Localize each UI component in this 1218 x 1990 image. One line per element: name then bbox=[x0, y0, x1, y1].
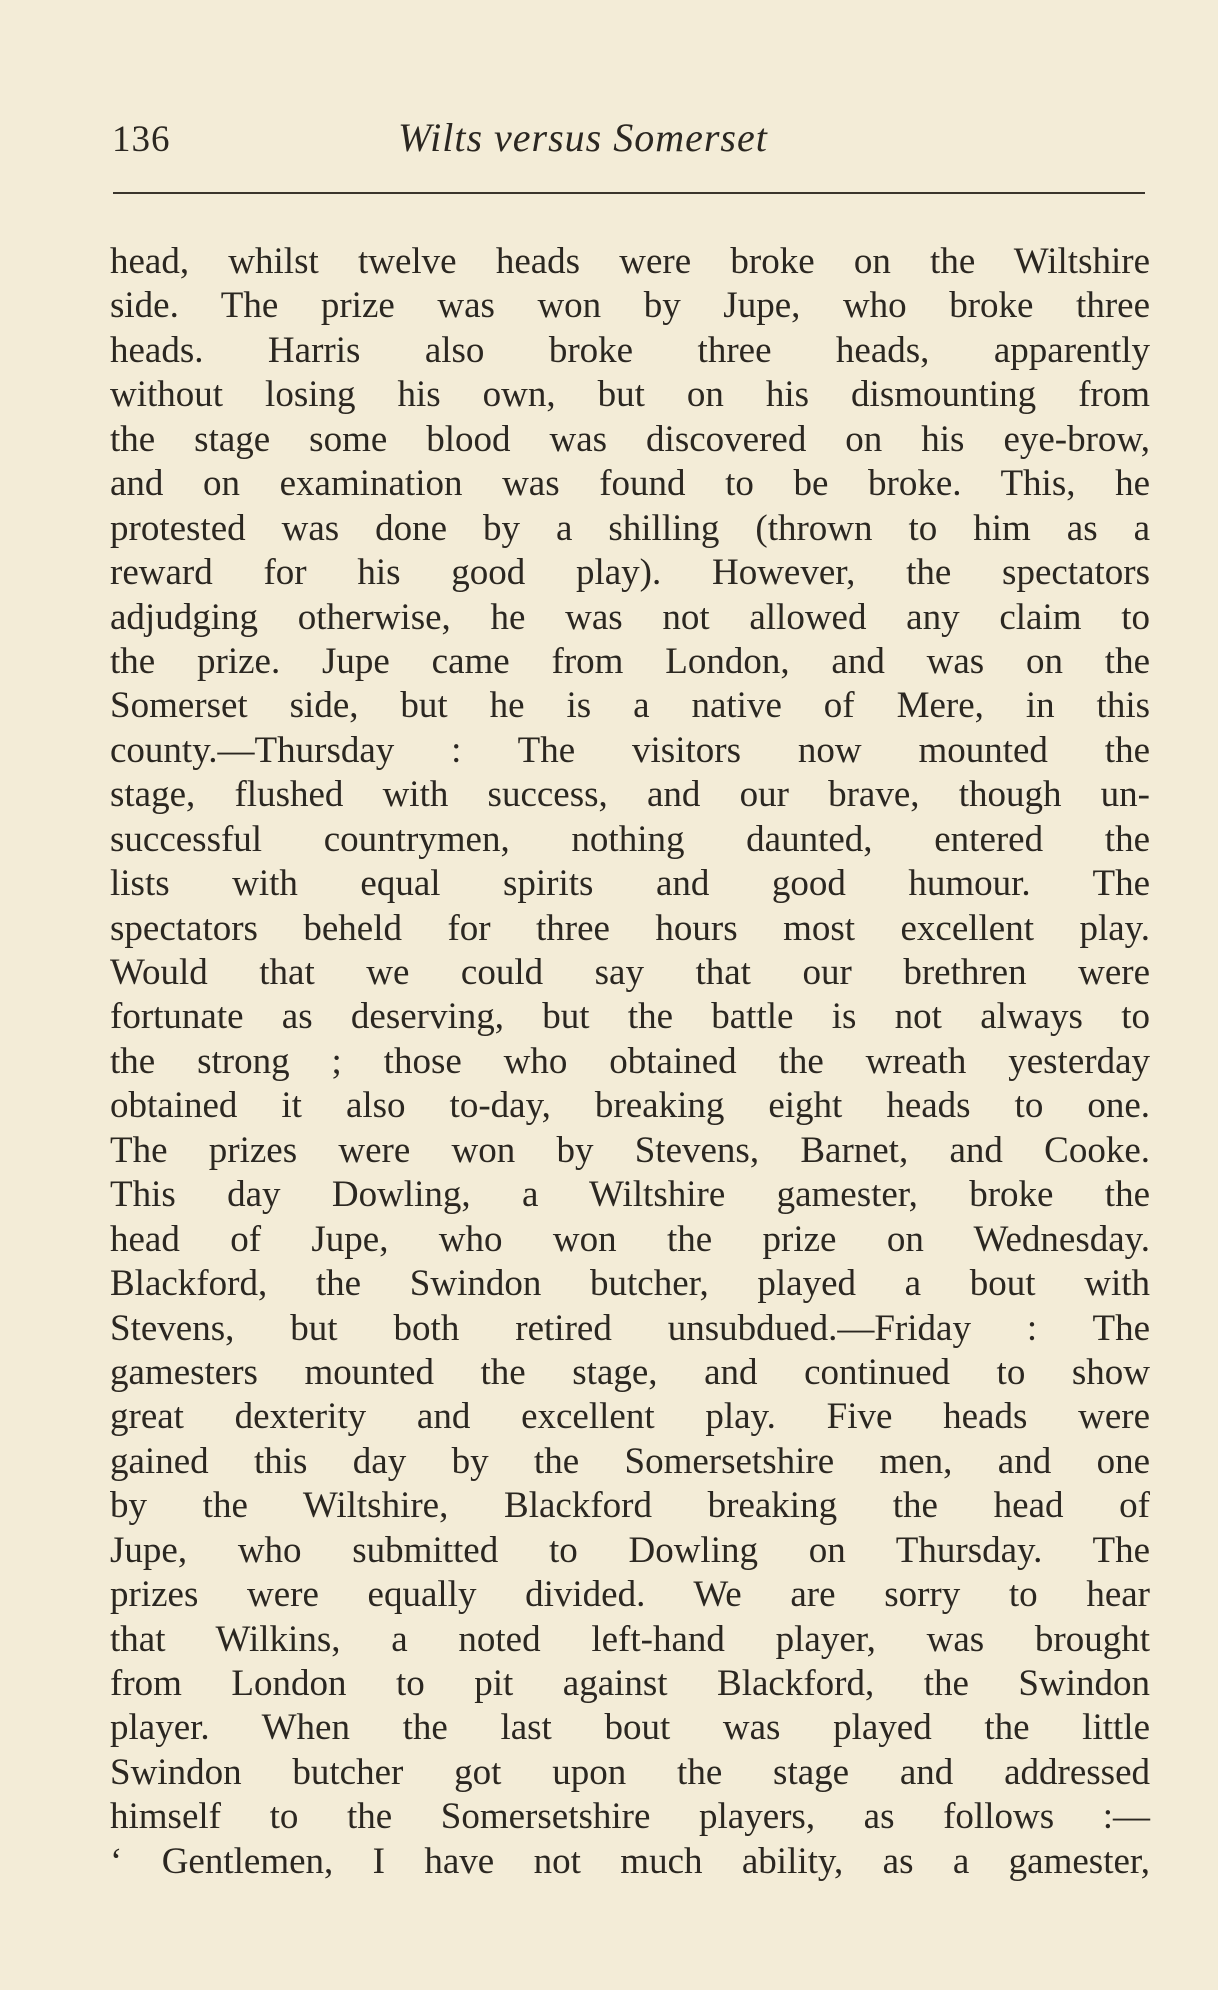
text-line: without losing his own, but on his dismounting from bbox=[110, 374, 1150, 416]
header-rule bbox=[113, 192, 1145, 194]
text-line: fortunate as deserving, but the battle is not always to bbox=[110, 996, 1150, 1038]
text-line: Somerset side, but he is a native of Mere, in this bbox=[110, 685, 1150, 727]
text-line: ‘ Gentlemen, I have not much ability, as a gamester, bbox=[110, 1840, 1150, 1882]
text-line: The prizes were won by Stevens, Barnet, and Cooke. bbox=[110, 1129, 1150, 1171]
text-line: protested was done by a shilling (thrown to him as a bbox=[110, 507, 1150, 549]
text-line: side. The prize was won by Jupe, who broke three bbox=[110, 285, 1150, 327]
text-line: gamesters mounted the stage, and continued to show bbox=[110, 1351, 1150, 1393]
text-line: himself to the Somersetshire players, as follows :— bbox=[110, 1796, 1150, 1838]
text-line: Would that we could say that our brethren were bbox=[110, 952, 1150, 993]
text-line: stage, flushed with success, and our brave, though un- bbox=[110, 774, 1150, 816]
text-line: that Wilkins, a noted left-hand player, was brought bbox=[110, 1618, 1150, 1660]
text-line: heads. Harris also broke three heads, apparently bbox=[110, 329, 1150, 371]
text-line: lists with equal spirits and good humour. The bbox=[110, 863, 1150, 905]
text-line: and on examination was found to be broke. This, he bbox=[110, 463, 1150, 505]
running-head bbox=[112, 115, 1148, 166]
text-line: prizes were equally divided. We are sorry to hear bbox=[110, 1574, 1150, 1616]
text-line: successful countrymen, nothing daunted, entered the bbox=[110, 818, 1150, 860]
text-line: great dexterity and excellent play. Five heads were bbox=[110, 1396, 1150, 1438]
text-line: county.—Thursday : The visitors now mounted the bbox=[110, 729, 1150, 771]
text-line: Jupe, who submitted to Dowling on Thursday. The bbox=[110, 1529, 1150, 1571]
page-number: 136 bbox=[112, 119, 171, 160]
text-line: Stevens, but both retired unsubdued.—Friday : The bbox=[110, 1307, 1150, 1349]
text-line: by the Wiltshire, Blackford breaking the head of bbox=[110, 1485, 1150, 1527]
body-text bbox=[110, 240, 1150, 1884]
text-line: Blackford, the Swindon butcher, played a bout with bbox=[110, 1263, 1150, 1305]
text-line: the prize. Jupe came from London, and was on the bbox=[110, 640, 1150, 682]
text-line: spectators beheld for three hours most excellent play. bbox=[110, 907, 1150, 949]
text-line: Swindon butcher got upon the stage and addressed bbox=[110, 1751, 1150, 1793]
text-line: gained this day by the Somersetshire men, and one bbox=[110, 1440, 1150, 1482]
text-line: the stage some blood was discovered on his eye-brow, bbox=[110, 418, 1150, 460]
text-line: head, whilst twelve heads were broke on the Wiltshire bbox=[110, 241, 1150, 282]
running-title: Wilts versus Somerset bbox=[398, 115, 768, 160]
text-line: obtained it also to-day, breaking eight heads to one. bbox=[110, 1085, 1150, 1127]
text-line: the strong ; those who obtained the wreath yesterday bbox=[110, 1040, 1150, 1082]
text-line: head of Jupe, who won the prize on Wednesday. bbox=[110, 1218, 1150, 1260]
text-line: from London to pit against Blackford, the Swindon bbox=[110, 1663, 1150, 1704]
text-line: This day Dowling, a Wiltshire gamester, broke the bbox=[110, 1174, 1150, 1216]
text-line: player. When the last bout was played the little bbox=[110, 1707, 1150, 1749]
text-line: adjudging otherwise, he was not allowed any claim to bbox=[110, 596, 1150, 638]
text-line: reward for his good play). However, the spectators bbox=[110, 552, 1150, 594]
